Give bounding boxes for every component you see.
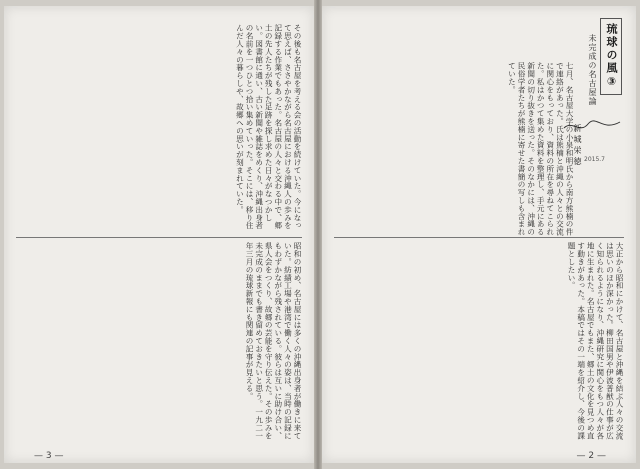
article-title: 未完成の名古屋論 — [588, 34, 597, 106]
right-column-divider — [334, 237, 624, 238]
page-number-right: — 2 — — [576, 451, 606, 461]
left-page-bottom-body-text: 昭和の初め、名古屋には多くの沖縄出身者が働きに来ていた。紡績工場や港湾で働く人々の姿は、当時の記録にもわずかながら残されている。彼らは互いに助け合い、県人会をつくり、故郷の芸能を守り伝えた。その歩みを未完成のままでも書き留めておきたいと思う。一九二一年三月の琉球新報にも関連の記事が見える。 — [245, 242, 302, 440]
right-page — [322, 6, 636, 463]
right-page-top-body-text: 七月、名古屋大学の小泉和明氏から南方熊楠の件で連絡があった。氏は熊楠と沖縄の人々との交流に関心をもっており、資料の所在を尋ねてこられた。私はかつて集めた資料を整理し、手元にある新聞の切り抜きを送った。そのなかには、沖縄の民俗学者たちが熊楠に寄せた書簡の写しも含まれていた。 — [507, 62, 574, 236]
author-name: 新城栄徳 — [573, 124, 582, 168]
left-column-divider — [16, 237, 302, 238]
series-title: 琉球の風③ — [600, 18, 622, 95]
date-stamp: 2015.7 — [584, 156, 605, 163]
left-page-top-body-text: その後も名古屋を考える会の活動を続けていた。今になって思えば、ささやかながら名古屋における沖縄人の歩みを記録する作業でもあった。名古屋の人々と交わる中で、郷土の先人たちが残した足跡を探し求めた日々がなつかしい。図書館に通い、古い新聞や雑誌をめくり、沖縄出身者の名前を一つひとつ拾い集めていった。そこには、移り住んだ人々の暮らしや、故郷への思いが刻まれていた。 — [235, 24, 302, 230]
handwritten-annotation — [562, 116, 622, 136]
page-number-left: — 3 — — [34, 451, 64, 461]
right-page-bottom-body-text: 大正から昭和にかけて、名古屋と沖縄を結ぶ人々の交流は思いのほか深かった。柳田国男や伊波普猷の仕事が広く知られるようになり、沖縄研究に関心をもつ人々が各地に生まれた。名古屋でもまた、郷土の文化を見つめ直す動きがあった。本稿ではその一端を紹介し、今後の課題としたい。 — [567, 242, 624, 440]
book-gutter — [314, 0, 322, 469]
left-page — [4, 6, 314, 463]
